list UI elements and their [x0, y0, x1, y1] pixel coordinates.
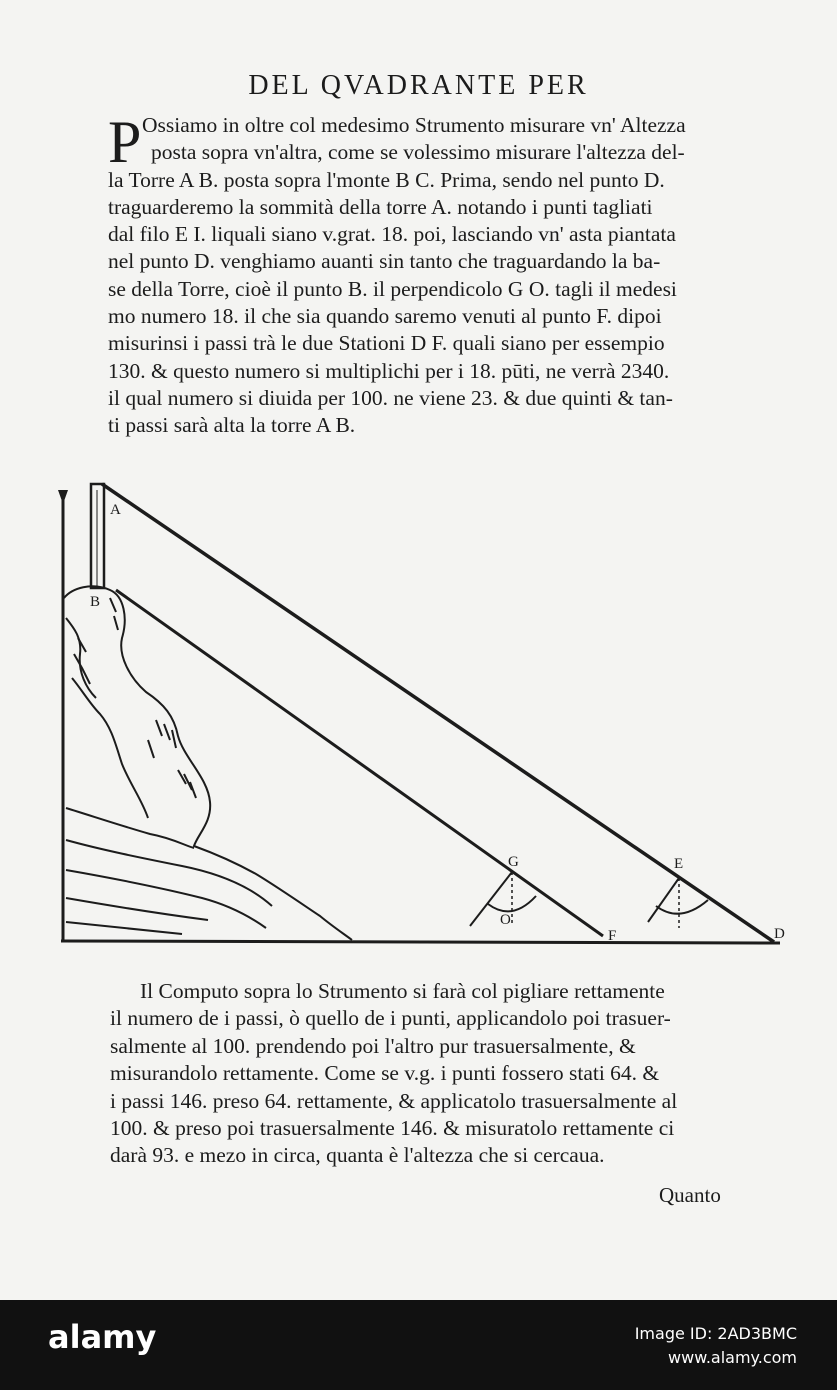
- ground-line: [61, 941, 780, 943]
- drop-cap: P: [108, 109, 142, 175]
- site-url: www.alamy.com: [668, 1348, 797, 1367]
- running-head: DEL QVADRANTE PER: [248, 70, 589, 101]
- text-line: il numero de i passi, ò quello de i punti, applicandolo poi trasuer-: [110, 1006, 671, 1031]
- label-E: E: [674, 856, 684, 872]
- text-line: mo numero 18. il che sia quando saremo venuti al punto F. dipoi: [108, 304, 662, 329]
- text-line: 100. & preso poi trasuersalmente 146. & misuratolo rettamente ci: [110, 1115, 675, 1140]
- text-line: nel punto D. venghiamo auanti sin tanto che traguardando la ba-: [108, 249, 661, 274]
- text-line: posta sopra vn'altra, come se volessimo misurare l'altezza del-: [151, 140, 685, 165]
- text-line: la Torre A B. posta sopra l'monte B C. Prima, sendo nel punto D.: [108, 167, 665, 192]
- label-F: F: [608, 928, 617, 944]
- text-line: darà 93. e mezo in circa, quanta è l'altezza che si cercaua.: [110, 1143, 605, 1168]
- sight-line-A-D: [102, 484, 774, 942]
- text-line: Ossiamo in oltre col medesimo Strumento misurare vn' Altezza: [142, 113, 686, 137]
- text-line: traguarderemo la sommità della torre A. notando i punti tagliati: [108, 194, 653, 219]
- text-line: 130. & questo numero si multiplichi per i 18. pūti, ne verrà 2340.: [108, 358, 670, 383]
- text-line: salmente al 100. prendendo poi l'altro pur trasuersalmente, &: [110, 1033, 636, 1058]
- text-line: misurandolo rettamente. Come se v.g. i punti fossero stati 64. &: [110, 1061, 660, 1086]
- paragraph-2: [110, 978, 770, 1170]
- figure-arrow-tip: [58, 490, 68, 504]
- image-info: [635, 1322, 797, 1370]
- quadrant-E: [648, 878, 708, 928]
- text-line: ti passi sarà alta la torre A B.: [108, 413, 356, 438]
- label-G: G: [508, 854, 519, 870]
- image-id: Image ID: 2AD3BMC: [634, 1324, 797, 1343]
- alamy-logo: alamy: [48, 1318, 157, 1356]
- label-B: B: [90, 594, 101, 610]
- stock-footer: [0, 1300, 837, 1390]
- tower-measurement-diagram: [52, 478, 797, 958]
- mountain: [64, 586, 352, 940]
- label-D: D: [774, 926, 785, 942]
- text-line: i passi 146. preso 64. rettamente, & applicatolo trasuersalmente al: [110, 1088, 678, 1113]
- label-A: A: [110, 502, 121, 518]
- catchword: Quanto: [659, 1183, 721, 1207]
- text-line: se della Torre, cioè il punto B. il perpendicolo G O. tagli il medesi: [108, 276, 677, 301]
- text-line: misurinsi i passi trà le due Stationi D F. quali siano per essempio: [108, 331, 665, 356]
- label-O: O: [500, 912, 511, 928]
- paragraph-1: [108, 109, 773, 440]
- text-line: il qual numero si diuida per 100. ne viene 23. & due quinti & tan-: [108, 385, 673, 410]
- text-line: dal filo E I. liquali siano v.grat. 18. poi, lasciando vn' asta piantata: [108, 222, 676, 247]
- sight-line-B-F: [116, 590, 603, 936]
- text-line: Il Computo sopra lo Strumento si farà col pigliare rettamente: [140, 979, 665, 1003]
